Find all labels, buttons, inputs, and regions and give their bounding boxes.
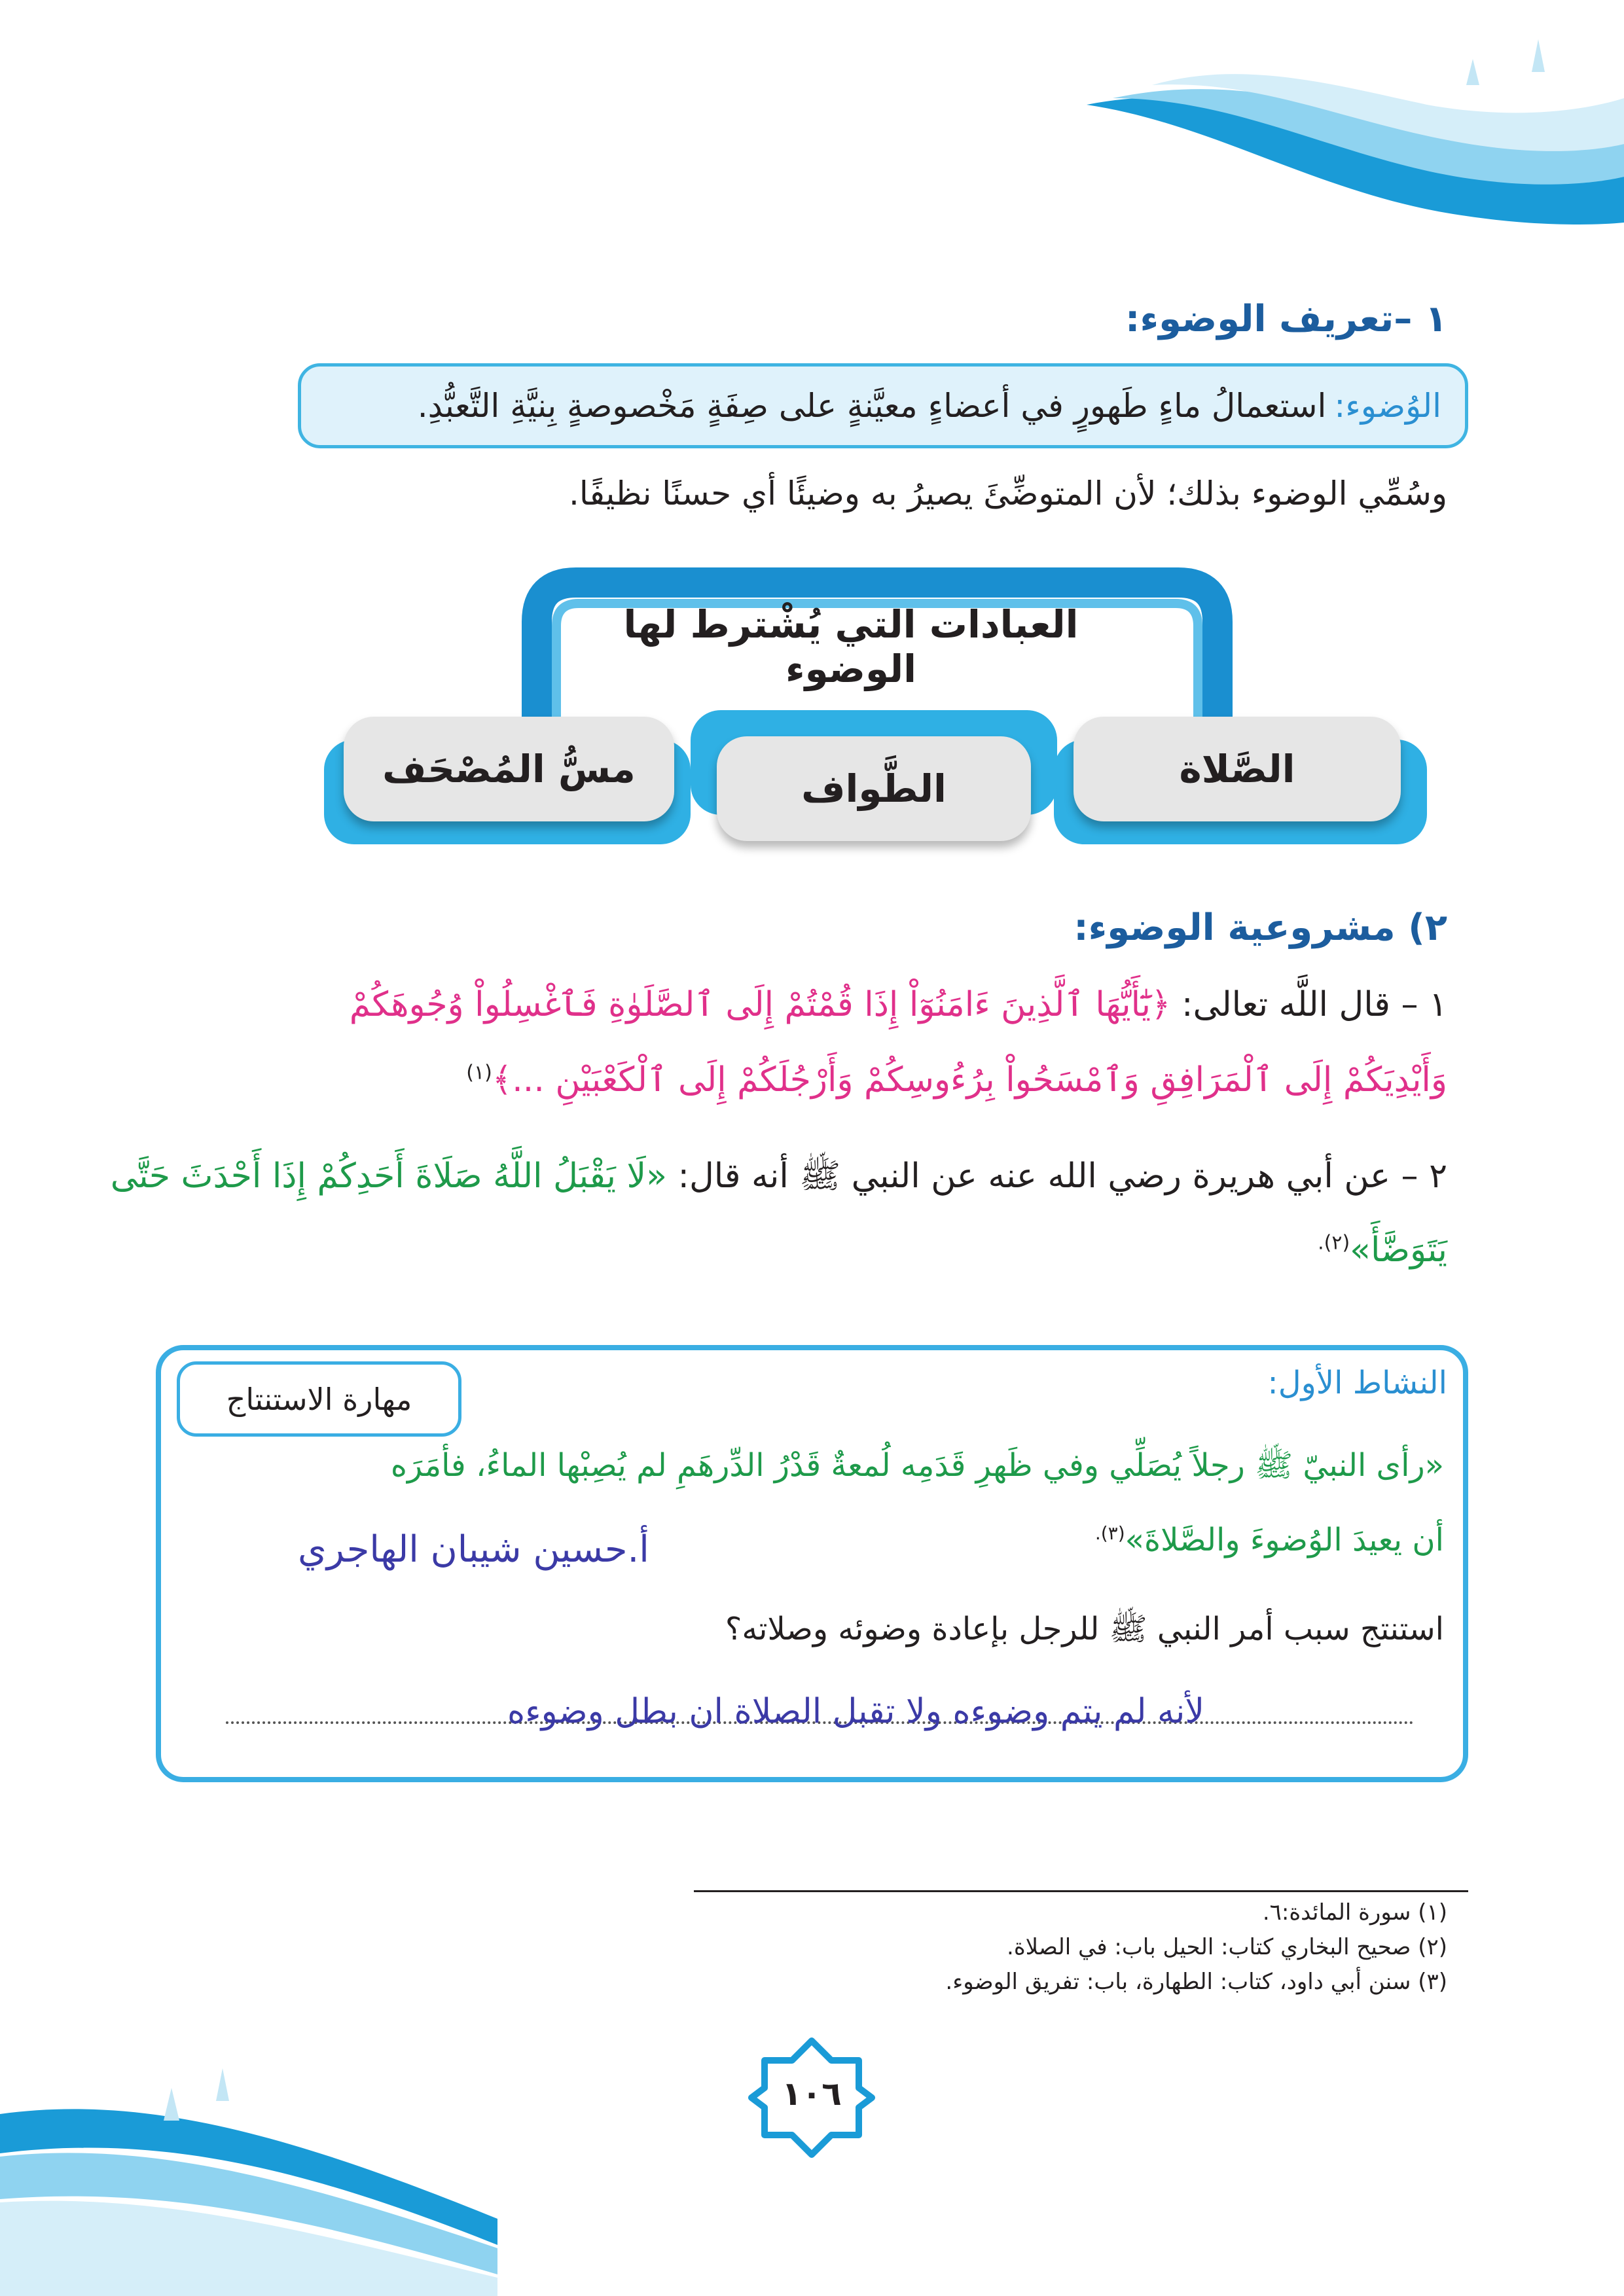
evidence2-line1 bbox=[111, 1155, 1447, 1204]
evidence1-intro: ١ – قال اللَّه تعالى: bbox=[1181, 985, 1447, 1024]
footnote: (٣) سنن أبي داود، كتاب: الطهارة، باب: تفريق الوضوء. bbox=[945, 1969, 1447, 1995]
page-number: ١٠٦ bbox=[782, 2075, 842, 2113]
activity-quote-line2-wrap bbox=[1095, 1522, 1444, 1558]
evidence1-ref: (١) bbox=[466, 1061, 492, 1085]
definition-text: استعمالُ ماءٍ طَهورٍ في أعضاءٍ معيَّنةٍ على صِفَةٍ مَخْصوصةٍ بِنيَّةِ التَّعبُّدِ. bbox=[417, 387, 1327, 425]
naming-line: وسُمِّي الوضوء بذلك؛ لأن المتوضِّئَ يصيرُ به وضيئًا أي حسنًا نظيفًا. bbox=[568, 475, 1447, 512]
definition-term: الوُضوء: bbox=[1334, 387, 1441, 425]
footnote: (١) سورة المائدة:٦. bbox=[1262, 1899, 1447, 1926]
evidence2-ref: (٢). bbox=[1318, 1231, 1350, 1255]
definition-box bbox=[298, 363, 1468, 448]
activity-question: استنتج سبب أمر النبي ﷺ للرجل بإعادة وضوئه وصلاته؟ bbox=[725, 1611, 1444, 1647]
evidence1-line2 bbox=[466, 1060, 1447, 1100]
activity-quote-ref: (٣). bbox=[1094, 1522, 1125, 1544]
evidence1-verse-line1: ﴿يَٰٓأَيُّهَا ٱلَّذِينَ ءَامَنُوٓاْ إِذَا قُمْتُمْ إِلَى ٱلصَّلَوٰةِ فَٱغْسِلُواْ وُجُوهَكُمْ bbox=[349, 985, 1171, 1024]
evidence2-hadith-line1: «لَا يَقْبَلُ اللَّهُ صَلَاةَ أَحَدِكُمْ إِذَا أَحْدَثَ حَتَّى bbox=[110, 1157, 667, 1196]
top-corner-decoration bbox=[1074, 0, 1624, 236]
activity-quote-line1: «رأى النبيّ ﷺ رجلاً يُصَلِّي وفي ظَهرِ قَدَمِه لُمعةٌ قَدْرُ الدِّرهَمِ لم يُصِبْها الماءُ، فأمَرَه bbox=[390, 1447, 1444, 1484]
evidence1-verse-line2: وَأَيْدِيَكُمْ إِلَى ٱلْمَرَافِقِ وَٱمْسَحُواْ بِرُءُوسِكُمْ وَأَرْجُلَكُمْ إِلَى ٱلْكَعْبَيْنِ ...﴾ bbox=[492, 1060, 1447, 1100]
skill-badge: مهارة الاستنتاج bbox=[177, 1361, 461, 1437]
footnote: (٢) صحيح البخاري كتاب: الحيل باب: في الصلاة. bbox=[1007, 1934, 1447, 1960]
evidence2-hadith-line2: يَتَوَضَّأَ» bbox=[1350, 1230, 1447, 1270]
activity-quote-line2: أن يعيدَ الوُضوءَ والصَّلاةَ» bbox=[1125, 1522, 1444, 1558]
footnote-separator bbox=[694, 1890, 1468, 1892]
activity-title: النشاط الأول: bbox=[1267, 1365, 1447, 1401]
activity-answer[interactable]: لأنه لم يتم وضوءه ولا تقبل الصلاة ان بطل وضوءه bbox=[507, 1692, 1204, 1731]
diagram-item-prayer: الصَّلاة bbox=[1074, 717, 1401, 821]
diagram-item-tawaf: الطَّواف bbox=[717, 736, 1031, 841]
section1-heading: ١ –تعريف الوضوء: bbox=[1125, 298, 1447, 340]
diagram-item-mushaf: مسُّ المُصْحَف bbox=[344, 717, 674, 821]
teacher-name: أ.حسين شيبان الهاجري bbox=[298, 1528, 649, 1571]
diagram-title: العبادات التي يُشْترط لها الوضوء bbox=[623, 602, 1079, 691]
evidence2-intro: ٢ – عن أبي هريرة رضي الله عنه عن النبي ﷺ أنه قال: bbox=[677, 1157, 1447, 1196]
evidence2-line2 bbox=[1318, 1230, 1447, 1270]
bottom-corner-decoration bbox=[0, 2022, 497, 2296]
section2-heading: ٢) مشروعية الوضوء: bbox=[1074, 906, 1447, 949]
evidence1-line1 bbox=[350, 985, 1447, 1024]
